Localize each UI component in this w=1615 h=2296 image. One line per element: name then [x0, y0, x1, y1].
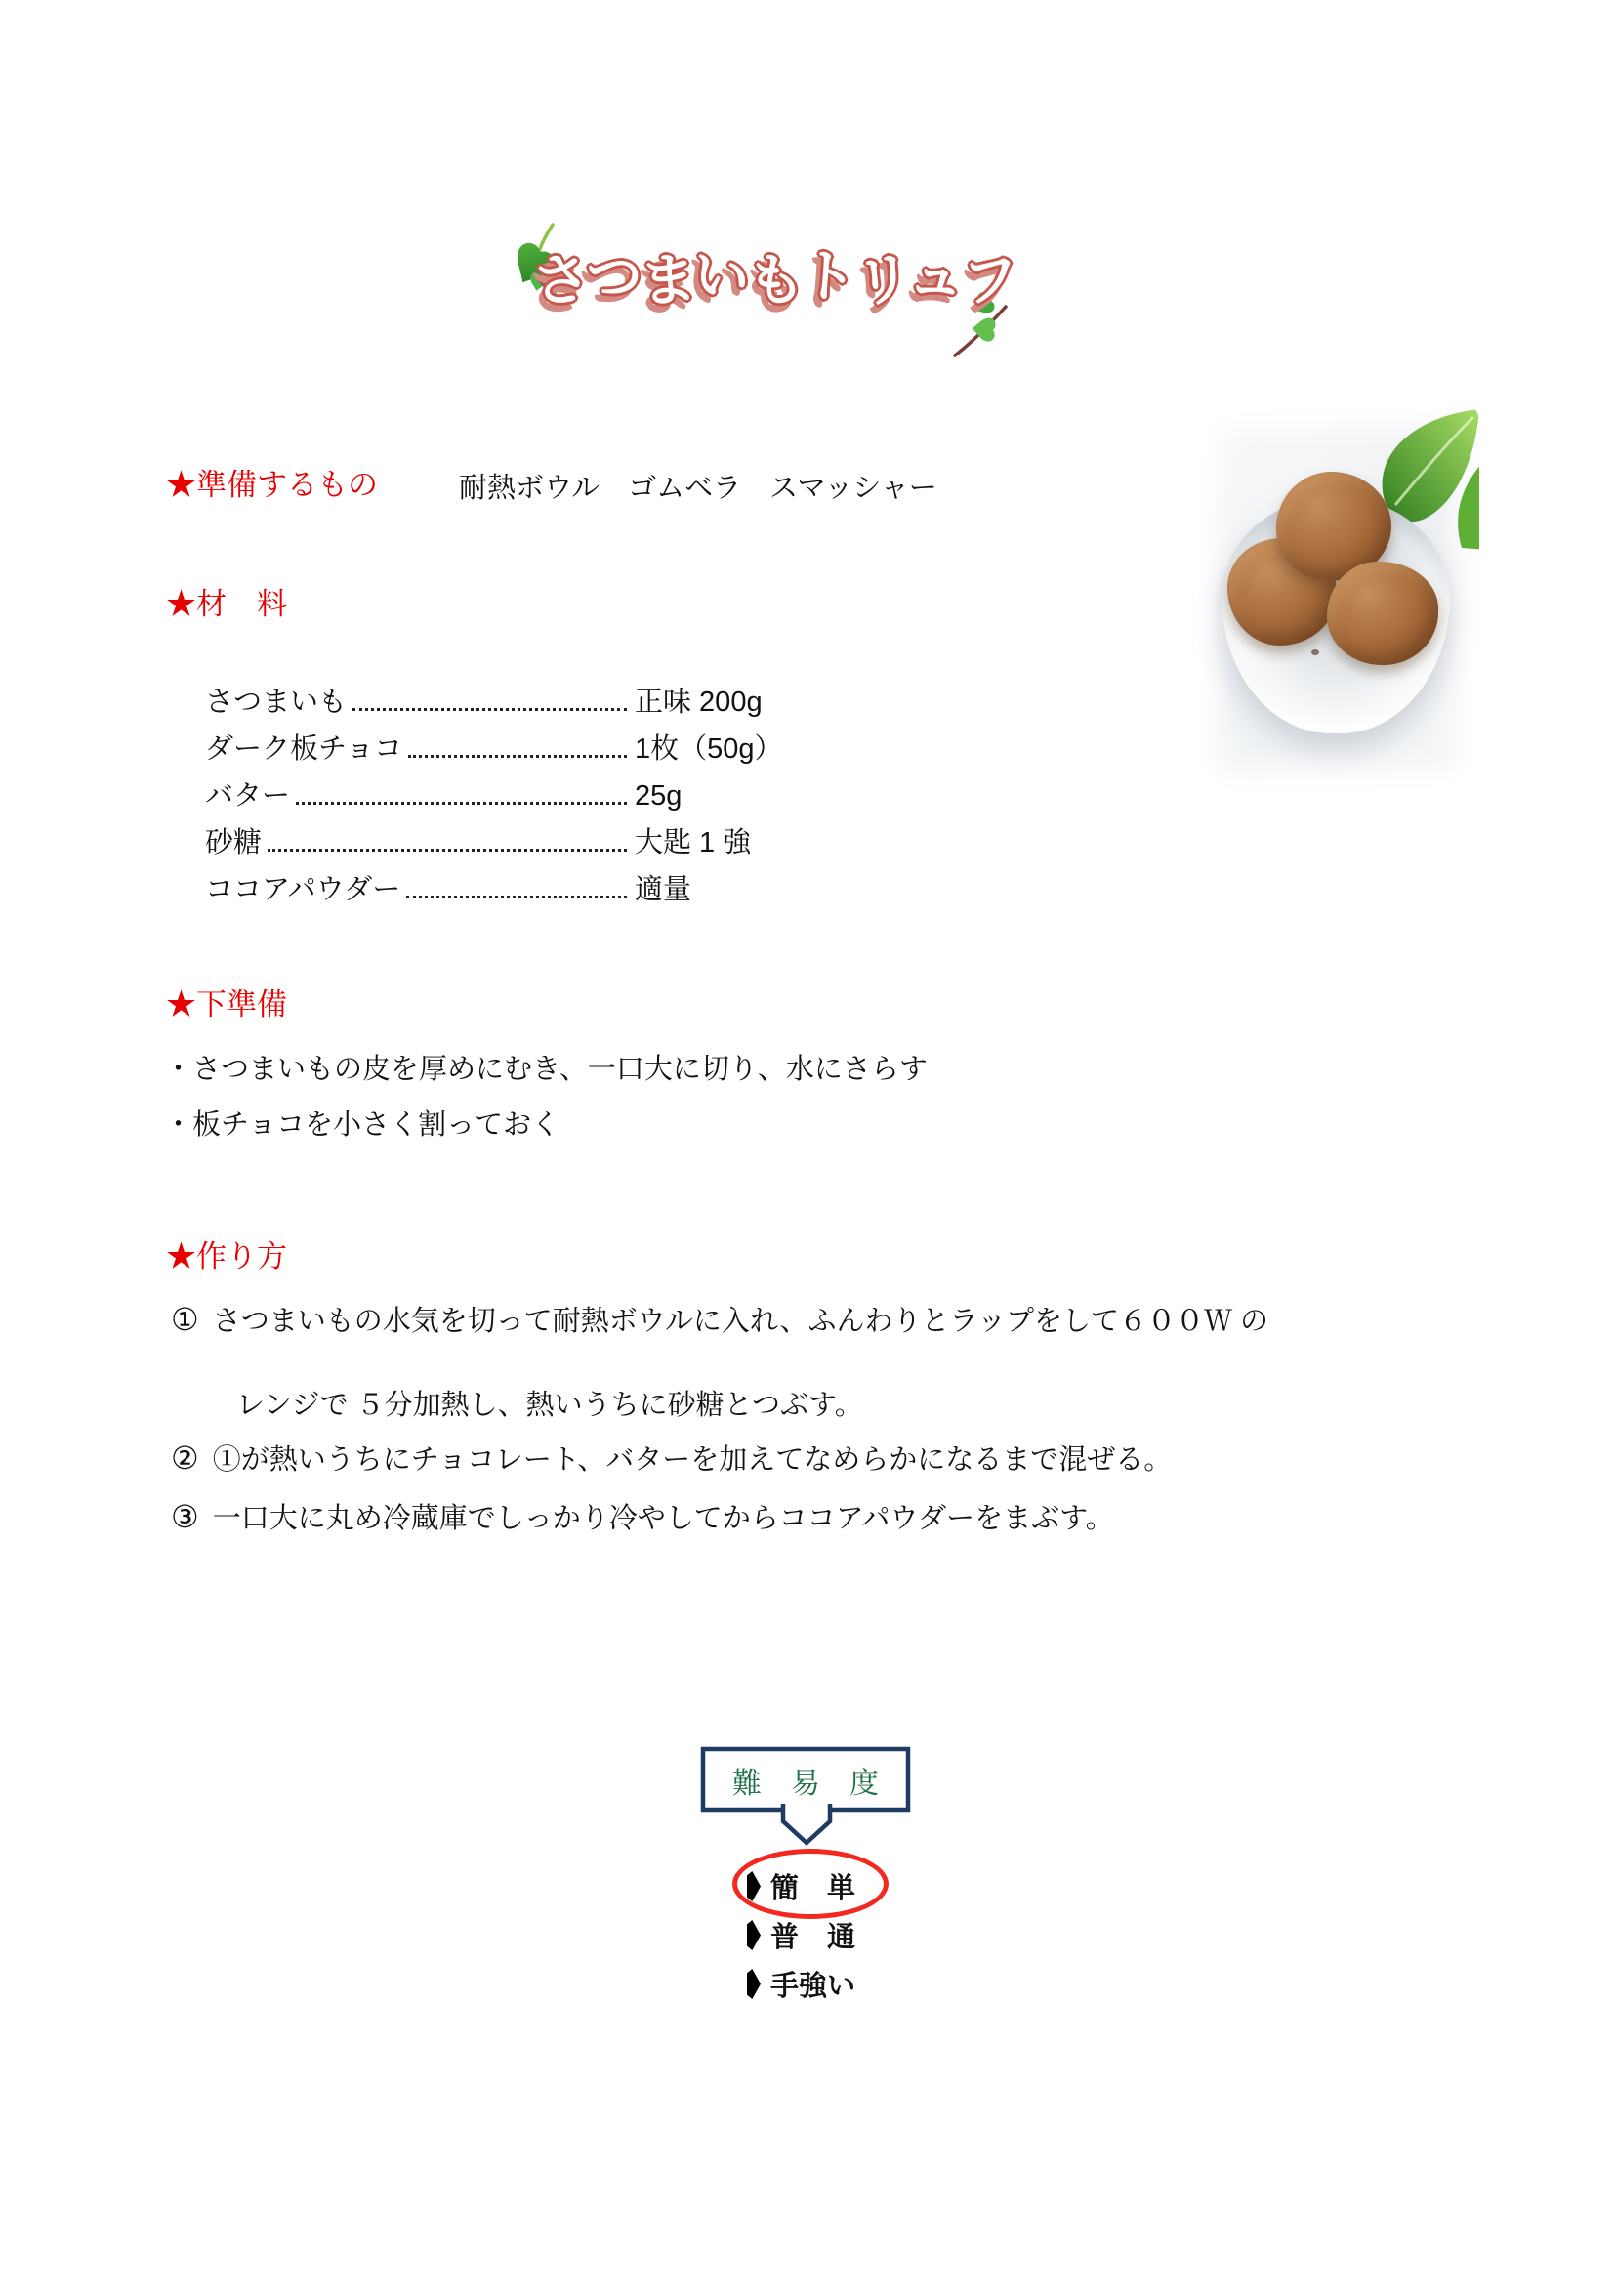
ingredient-name: ココアパウダー — [205, 874, 401, 905]
step-number: ① — [171, 1302, 199, 1337]
cocoa-crumb — [1311, 649, 1319, 655]
ingredient-name: さつまいも — [205, 687, 348, 718]
arrow-bullet-icon — [747, 1920, 761, 1950]
recipe-photo — [1196, 403, 1479, 794]
ingredient-row — [205, 867, 776, 914]
ingredient-row — [205, 727, 783, 773]
step-text: さつまいもの水気を切って耐熱ボウルに入れ、ふんわりとラップをして６００Ｗ の — [212, 1306, 1269, 1337]
ingredient-name: 砂糖 — [205, 827, 263, 858]
ingredient-row — [205, 773, 776, 820]
section-heading-directions: ★作り方 — [166, 1239, 287, 1273]
step-text: ①が熱いうちにチョコレート、バターを加えてなめらかになるまで混ぜる。 — [212, 1444, 1173, 1476]
selected-level-circle — [732, 1849, 889, 1919]
direction-step — [171, 1496, 1114, 1536]
ingredient-amount: 大匙 1 強 — [635, 827, 752, 858]
ingredient-name: ダーク板チョコ — [205, 733, 403, 765]
ingredient-amount: 1枚（50g） — [635, 733, 783, 765]
step-text: レンジで ５分加熱し、熱いうちに砂糖とつぶす。 — [236, 1390, 863, 1421]
ingredient-row — [205, 820, 776, 867]
difficulty-level-normal — [747, 1915, 855, 1955]
page-title-text: さつまいもトリュフ — [529, 242, 1020, 316]
dot-leader — [268, 849, 627, 852]
arrow-bullet-icon — [747, 1969, 761, 1999]
dot-leader — [296, 802, 627, 805]
prepare-tools: 耐熱ボウル ゴムベラ スマッシャー — [459, 473, 937, 504]
prep-step: ・さつまいもの皮を厚めにむき、一口大に切り、水にさらす — [164, 1054, 928, 1085]
section-heading-ingredients: ★材 料 — [166, 587, 287, 621]
prep-step: ・板チョコを小さく割っておく — [164, 1109, 560, 1141]
difficulty-label: 難 易 度 — [732, 1768, 879, 1800]
section-heading-prep: ★下準備 — [166, 987, 287, 1022]
step-text: 一口大に丸め冷蔵庫でしっかり冷やしてからココアパウダーをまぶす。 — [212, 1503, 1114, 1534]
direction-step — [171, 1299, 1268, 1339]
ingredient-list — [205, 680, 783, 914]
difficulty-level-text: 手強い — [770, 1971, 856, 2002]
truffle — [1327, 562, 1438, 665]
difficulty-level-text: 普 通 — [770, 1922, 856, 1953]
ingredient-amount: 25g — [635, 780, 683, 812]
difficulty-level-hard — [747, 1964, 855, 2004]
ingredient-amount: 正味 200g — [635, 687, 763, 718]
ingredient-name: バター — [205, 780, 291, 812]
difficulty-level-text: 簡 単 — [770, 1873, 856, 1904]
direction-step-continued — [236, 1383, 863, 1423]
dot-leader — [406, 896, 627, 898]
ingredient-amount: 適量 — [635, 874, 692, 905]
step-number: ③ — [171, 1499, 199, 1534]
direction-step — [171, 1438, 1172, 1478]
dot-leader — [408, 755, 627, 758]
step-number: ② — [171, 1440, 199, 1476]
dot-leader — [352, 708, 627, 711]
section-heading-prepare: ★準備するもの — [166, 468, 378, 502]
ingredient-row — [205, 680, 776, 727]
page-title — [529, 232, 1020, 316]
